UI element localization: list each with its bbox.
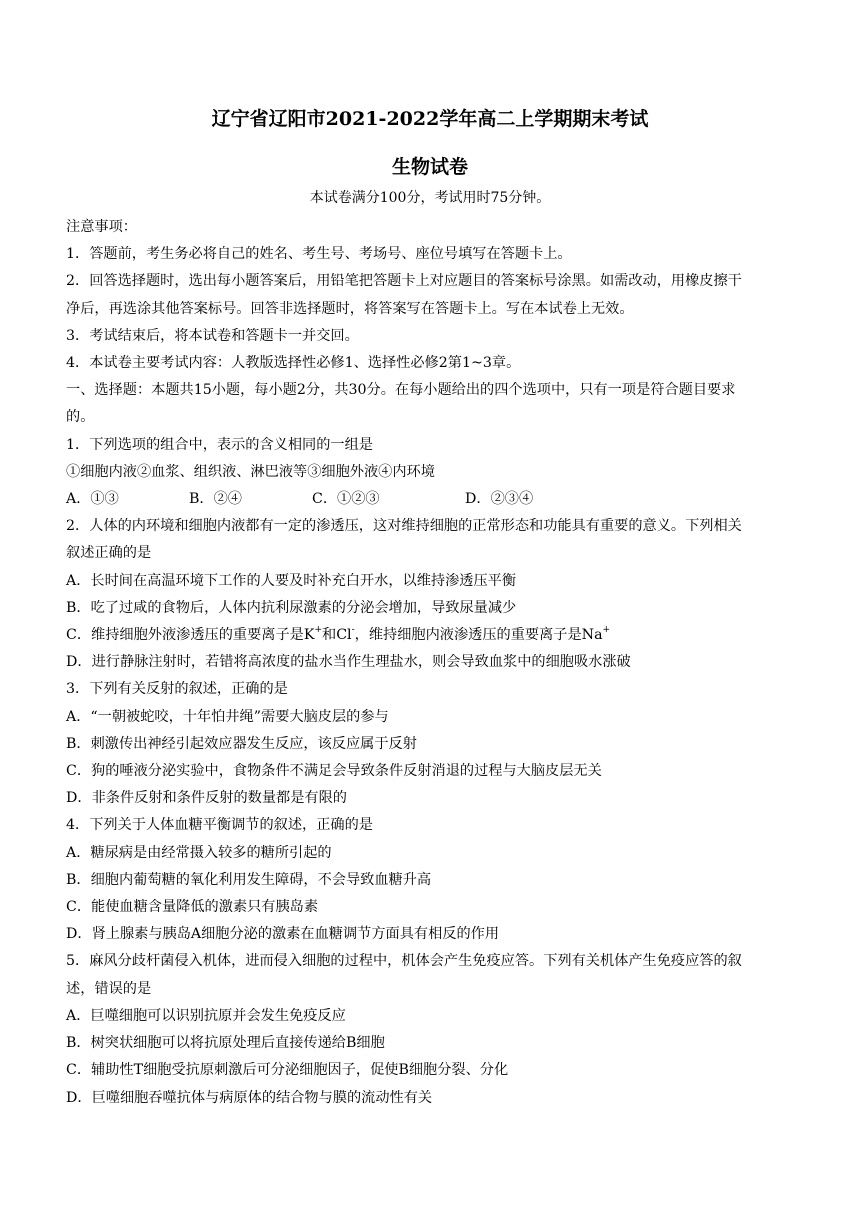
q2-option-c-text-1: C．维持细胞外液渗透压的重要离子是K bbox=[66, 627, 315, 644]
q2-option-c-sup-1: + bbox=[314, 625, 323, 636]
notice-item-4: 4．本试卷主要考试内容：人教版选择性必修1、选择性必修2第1~3章。 bbox=[66, 355, 521, 372]
notice-item-2: 2．回答选择题时，选出每小题答案后，用铅笔把答题卡上对应题目的答案标号涂黑。如需改动，用橡皮擦干 bbox=[66, 273, 742, 290]
q2-option-c bbox=[66, 622, 796, 649]
section-heading-cont: 的。 bbox=[66, 409, 95, 426]
q5-option-c: C．辅助性T细胞受抗原刺激后可分泌细胞因子，促使B细胞分裂、分化 bbox=[66, 1062, 509, 1079]
notice-heading: 注意事项： bbox=[66, 219, 137, 235]
q2-option-a: A．长时间在高温环境下工作的人要及时补充白开水，以维持渗透压平衡 bbox=[66, 572, 517, 589]
q3-stem: 3．下列有关反射的叙述，正确的是 bbox=[66, 681, 288, 698]
section-heading: 一、选择题：本题共15小题，每小题2分，共30分。在每小题给出的四个选项中，只有一项是符合题目要求 bbox=[66, 382, 736, 399]
exam-info: 本试卷满分100分，考试用时75分钟。 bbox=[309, 190, 551, 206]
q4-stem: 4．下列关于人体血糖平衡调节的叙述，正确的是 bbox=[66, 817, 373, 834]
q4-option-b: B．细胞内葡萄糖的氧化利用发生障碍，不会导致血糖升高 bbox=[66, 871, 432, 888]
q2-stem-cont: 叙述正确的是 bbox=[66, 545, 152, 562]
notice-item-2-cont: 净后，再选涂其他答案标号。回答非选择题时，将答案写在答题卡上。写在本试卷上无效。 bbox=[66, 300, 634, 317]
q5-option-b: B．树突状细胞可以将抗原处理后直接传递给B细胞 bbox=[66, 1035, 385, 1052]
q1-items: ①细胞内液②血浆、组织液、淋巴液等③细胞外液④内环境 bbox=[66, 463, 435, 480]
q2-option-b: B．吃了过咸的食物后，人体内抗利尿激素的分泌会增加，导致尿量减少 bbox=[66, 599, 517, 616]
q1-option-a: A．①③ bbox=[66, 491, 119, 508]
q4-option-a: A．糖尿病是由经常摄入较多的糖所引起的 bbox=[66, 844, 332, 861]
notice-item-1: 1．答题前，考生务必将自己的姓名、考生号、考场号、座位号填写在答题卡上。 bbox=[66, 246, 572, 263]
q1-options bbox=[66, 486, 796, 513]
q5-stem: 5．麻风分歧杆菌侵入机体，进而侵入细胞的过程中，机体会产生免疫应答。下列有关机体产生免疫应答的叙 bbox=[66, 953, 742, 970]
page-subtitle: 生物试卷 bbox=[391, 156, 468, 178]
q5-stem-cont: 述，错误的是 bbox=[66, 980, 152, 997]
q3-option-a: A．“一朝被蛇咬，十年怕井绳”需要大脑皮层的参与 bbox=[66, 708, 389, 725]
q2-option-d: D．进行静脉注射时，若错将高浓度的盐水当作生理盐水，则会导致血浆中的细胞吸水涨破 bbox=[66, 654, 631, 671]
q5-option-d: D．巨噬细胞吞噬抗体与病原体的结合物与膜的流动性有关 bbox=[66, 1089, 433, 1106]
notice-item-3: 3．考试结束后，将本试卷和答题卡一并交回。 bbox=[66, 327, 359, 344]
q4-option-d: D．肾上腺素与胰岛A细胞分泌的激素在血糖调节方面具有相反的作用 bbox=[66, 926, 500, 943]
q2-option-c-text-2: 和Cl bbox=[322, 627, 352, 644]
q5-option-a: A．巨噬细胞可以识别抗原并会发生免疫反应 bbox=[66, 1007, 346, 1024]
q1-option-c: C．①②③ bbox=[312, 491, 380, 508]
q3-option-c: C．狗的唾液分泌实验中，食物条件不满足会导致条件反射消退的过程与大脑皮层无关 bbox=[66, 763, 602, 780]
page-title: 辽宁省辽阳市2021-2022学年高二上学期期末考试 bbox=[211, 108, 649, 130]
q1-stem: 1．下列选项的组合中，表示的含义相同的一组是 bbox=[66, 436, 373, 453]
exam-body bbox=[66, 214, 796, 1112]
q1-option-d: D．②③④ bbox=[465, 491, 534, 508]
q3-option-b: B．刺激传出神经引起效应器发生反应，该反应属于反射 bbox=[66, 735, 417, 752]
q2-option-c-sup-3: + bbox=[602, 625, 611, 636]
q4-option-c: C．能使血糖含量降低的激素只有胰岛素 bbox=[66, 899, 319, 916]
q2-stem: 2．人体的内环境和细胞内液都有一定的渗透压，这对维持细胞的正常形态和功能具有重要的意义。下列相关 bbox=[66, 518, 742, 535]
q1-option-b: B．②④ bbox=[189, 491, 242, 508]
q2-option-c-sup-2: - bbox=[351, 625, 355, 636]
q3-option-d: D．非条件反射和条件反射的数量都是有限的 bbox=[66, 790, 347, 807]
q2-option-c-text-3: ，维持细胞内液渗透压的重要离子是Na bbox=[354, 627, 603, 644]
